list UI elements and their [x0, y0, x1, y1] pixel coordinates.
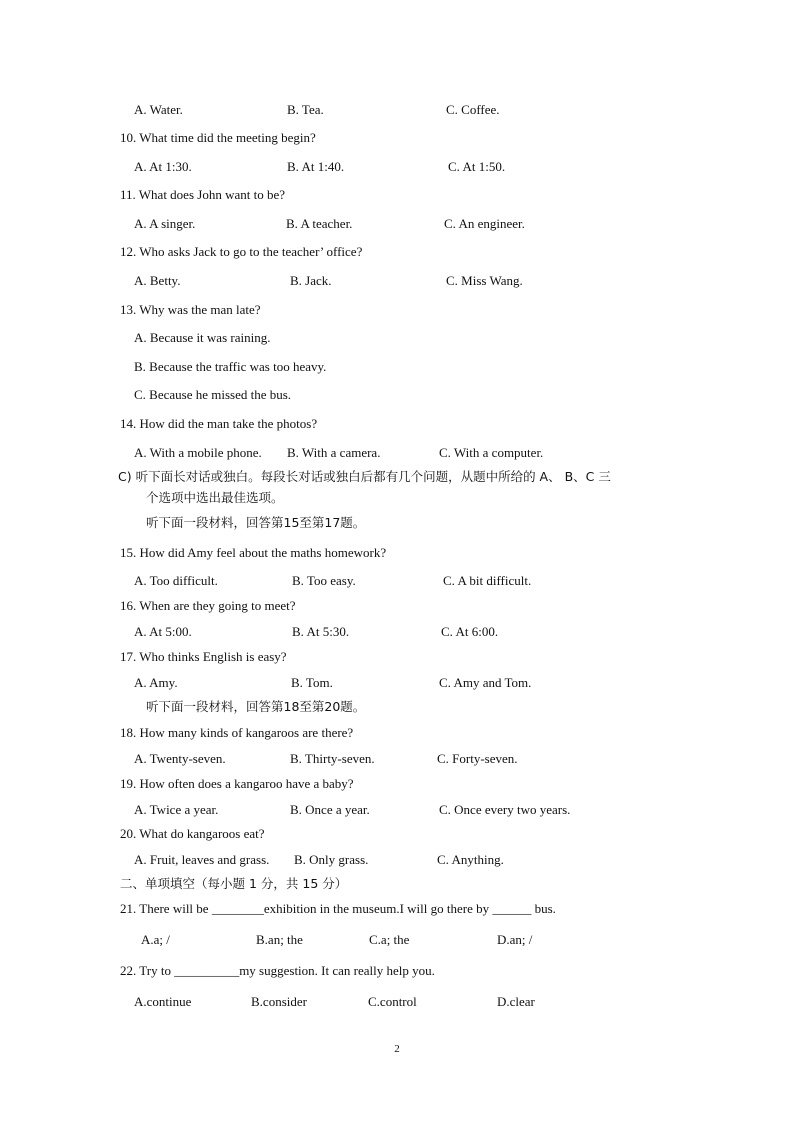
q22-option-c: C.control [368, 994, 417, 1009]
q22-option-d: D.clear [497, 994, 535, 1009]
q15-option-c: C. A bit difficult. [443, 573, 532, 588]
q15-option-a: A. Too difficult. [134, 573, 218, 588]
material-2-instruction: 听下面一段材料，回答第18至第20题。 [146, 699, 366, 714]
q16-option-a: A. At 5:00. [134, 624, 192, 639]
q9-option-b: B. Tea. [287, 102, 324, 117]
q17-option-c: C. Amy and Tom. [439, 675, 532, 690]
q10-question: 10. What time did the meeting begin? [120, 130, 316, 145]
q11-option-c: C. An engineer. [444, 216, 525, 231]
q22-option-b: B.consider [251, 994, 307, 1009]
q14-option-c: C. With a computer. [439, 445, 544, 460]
q13-question: 13. Why was the man late? [120, 302, 261, 317]
q13-option-c: C. Because he missed the bus. [134, 387, 292, 402]
q21-question: 21. There will be ________exhibition in the museum.I will go there by ______ bus. [120, 901, 556, 916]
q22-question: 22. Try to __________my suggestion. It can really help you. [120, 963, 435, 978]
q19-option-a: A. Twice a year. [134, 802, 219, 817]
q18-option-a: A. Twenty-seven. [134, 751, 226, 766]
q17-option-a: A. Amy. [134, 675, 178, 690]
q10-option-a: A. At 1:30. [134, 159, 192, 174]
page-number: 2 [394, 1043, 400, 1055]
part2-heading: 二、单项填空（每小题 1 分，共 15 分） [120, 876, 348, 891]
q9-option-c: C. Coffee. [446, 102, 500, 117]
section-c-instruction-line2: 个选项中选出最佳选项。 [146, 490, 284, 505]
q20-option-b: B. Only grass. [294, 852, 369, 867]
q17-option-b: B. Tom. [291, 675, 333, 690]
q21-option-d: D.an; / [497, 932, 533, 947]
q16-option-b: B. At 5:30. [292, 624, 350, 639]
q10-option-c: C. At 1:50. [448, 159, 506, 174]
q20-option-c: C. Anything. [437, 852, 504, 867]
q11-option-a: A. A singer. [134, 216, 196, 231]
q22-option-a: A.continue [134, 994, 192, 1009]
q11-question: 11. What does John want to be? [120, 187, 285, 202]
q16-question: 16. When are they going to meet? [120, 598, 296, 613]
q21-option-b: B.an; the [256, 932, 303, 947]
q16-option-c: C. At 6:00. [441, 624, 499, 639]
q19-option-c: C. Once every two years. [439, 802, 571, 817]
q13-option-a: A. Because it was raining. [134, 330, 271, 345]
q14-option-b: B. With a camera. [287, 445, 381, 460]
q12-question: 12. Who asks Jack to go to the teacher’ office? [120, 244, 363, 259]
q12-option-a: A. Betty. [134, 273, 181, 288]
q12-option-b: B. Jack. [290, 273, 332, 288]
q15-question: 15. How did Amy feel about the maths homework? [120, 545, 387, 560]
material-1-instruction: 听下面一段材料，回答第15至第17题。 [146, 515, 366, 530]
q19-option-b: B. Once a year. [290, 802, 370, 817]
q18-option-b: B. Thirty-seven. [290, 751, 375, 766]
q21-option-a: A.a; / [141, 932, 170, 947]
q9-option-a: A. Water. [134, 102, 183, 117]
section-c-instruction-line1: C) 听下面长对话或独白。每段长对话或独白后都有几个问题，从题中所给的 A、 B、C 三 [118, 469, 611, 484]
q18-option-c: C. Forty-seven. [437, 751, 518, 766]
q19-question: 19. How often does a kangaroo have a baby? [120, 776, 354, 791]
q12-option-c: C. Miss Wang. [446, 273, 523, 288]
q13-option-b: B. Because the traffic was too heavy. [134, 359, 327, 374]
q10-option-b: B. At 1:40. [287, 159, 345, 174]
q20-question: 20. What do kangaroos eat? [120, 826, 265, 841]
q20-option-a: A. Fruit, leaves and grass. [134, 852, 270, 867]
q21-option-c: C.a; the [369, 932, 410, 947]
q17-question: 17. Who thinks English is easy? [120, 649, 287, 664]
q18-question: 18. How many kinds of kangaroos are there? [120, 725, 354, 740]
q15-option-b: B. Too easy. [292, 573, 356, 588]
q14-question: 14. How did the man take the photos? [120, 416, 318, 431]
q11-option-b: B. A teacher. [286, 216, 353, 231]
q14-option-a: A. With a mobile phone. [134, 445, 262, 460]
